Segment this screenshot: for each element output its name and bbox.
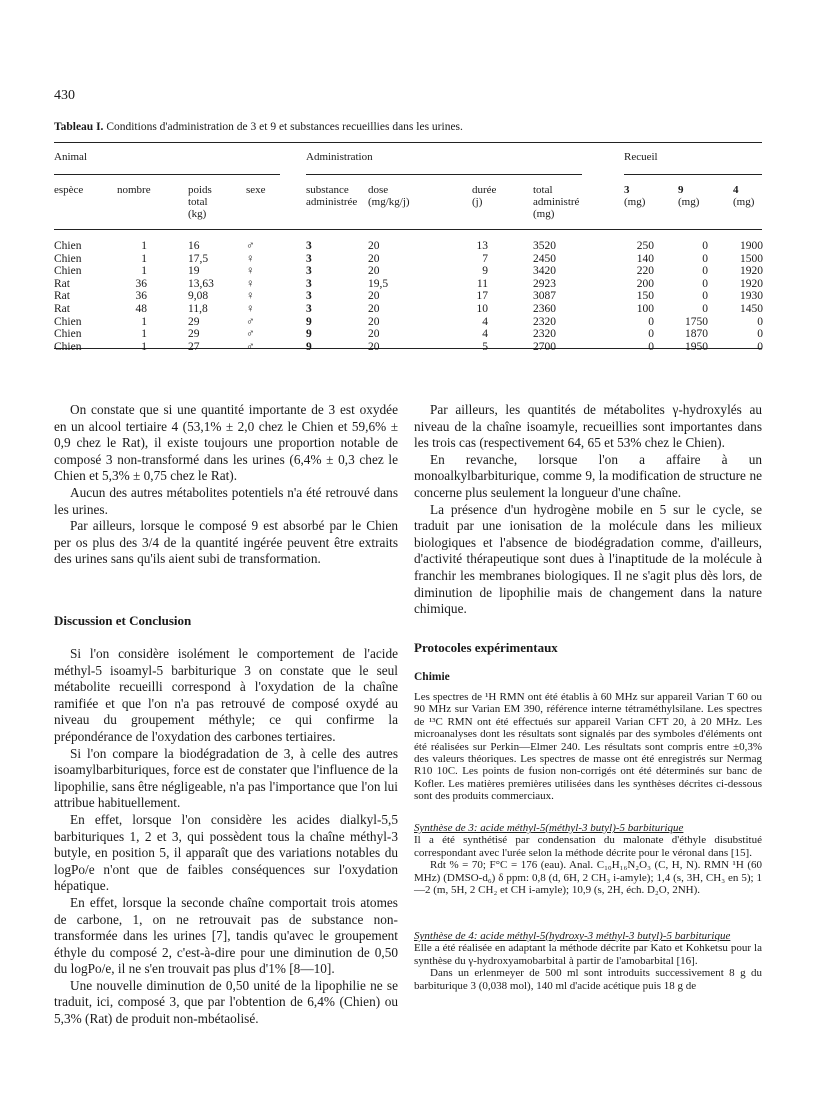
table-cell: Chien — [54, 328, 82, 341]
table-cell: 29 — [188, 315, 200, 328]
table-cell: 3 — [306, 277, 312, 290]
table-cell: 1900 — [740, 240, 763, 252]
table-caption-label: Tableau I. — [54, 121, 104, 133]
synthesis-4 — [414, 930, 762, 992]
table-cell: Rat — [54, 277, 70, 290]
table-cell: 2320 — [533, 328, 556, 341]
table-cell: Rat — [54, 290, 70, 303]
table-cell: 29 — [188, 328, 200, 341]
table-cell: 2700 — [533, 340, 556, 353]
table-cell: 150 — [636, 290, 654, 303]
group-header-administration: Administration — [306, 151, 373, 163]
right-intro — [414, 402, 762, 618]
paragraph: En revanche, lorsque l'on a affaire à un monoalkylbarbiturique, comme 9, la modification de structure ne concerne plus seulement la longueur d'une chaîne. — [414, 451, 762, 500]
paragraph: Par ailleurs, les quantités de métabolites γ-hydroxylés au niveau de la chaîne isoamyle, recueillies sont importantes dans les trois cas (respectivement 64, 65 et 53% chez le Chien). — [414, 402, 762, 451]
column-header-poids: poids total (kg) — [188, 184, 212, 220]
table-cell: 20 — [368, 315, 380, 328]
table-cell: 11 — [476, 277, 488, 290]
table-cell: 3520 — [533, 240, 556, 252]
table-cell: 11,8 — [188, 303, 208, 315]
page-number: 430 — [54, 88, 75, 103]
table-cell: 1950 — [685, 340, 708, 353]
table-cell: 2320 — [533, 315, 556, 328]
table-cell: 4 — [482, 315, 488, 328]
table-cell: 13 — [476, 240, 488, 252]
table-cell: 3 — [306, 290, 312, 303]
table-cell: 9,08 — [188, 290, 209, 303]
table-cell: 1920 — [740, 277, 763, 290]
table-caption-text: Conditions d'administration de 3 et 9 et substances recueillies dans les urines. — [106, 121, 463, 133]
table-top-rule — [54, 142, 762, 143]
table-cell: 48 — [135, 303, 147, 315]
column-header-9: 9 (mg) — [678, 184, 700, 208]
table-cell: 220 — [636, 265, 654, 278]
column-header-total: total administré (mg) — [533, 184, 580, 220]
table-cell: ♂ — [246, 328, 255, 341]
table-cell: 20 — [368, 290, 380, 303]
paragraph: Dans un erlenmeyer de 500 ml sont introduits successivement 8 g du barbiturique 3 (0,038 mol), 140 ml d'acide acétique puis 18 g de — [414, 967, 762, 992]
group-header-animal: Animal — [54, 151, 87, 163]
table-cell: 20 — [368, 303, 380, 315]
paragraph: Les spectres de ¹H RMN ont été établis à 60 MHz sur appareil Varian T 60 ou 90 MHz sur Varian EM 390, référence interne tétraméthylsilane. Les spectres de ¹³C RMN ont été effectués sur appareil Varian CFT 20, à 20 MHz. Les microanalyses dont les résultats sont signalés par des symboles d'éléments ont été réalisées sur Perkin—Elmer 240. Les résultats sont compris entre ±0,3% des valeurs théoriques. Les spectres de masse ont été enregistrés sur Nermag R10 10C. Les points de fusion non-corrigés ont été déterminés sur banc de Kofler. Les matières premières utilisées dans les synthèses décrites ci-dessous sont des produits commerciaux. — [414, 691, 762, 803]
table-cell: Chien — [54, 240, 82, 252]
table-cell: 36 — [135, 277, 147, 290]
table-cell: Chien — [54, 315, 82, 328]
table-cell: Chien — [54, 252, 82, 265]
table-cell: ♀ — [246, 265, 255, 278]
paragraph: Par ailleurs, lorsque le composé 9 est absorbé par le Chien per os plus des 3/4 de la quantité ingérée peuvent être extraits des urines sans qu'ils aient subi de transformation. — [54, 518, 398, 567]
column-header-4: 4 (mg) — [733, 184, 755, 208]
table-cell: ♂ — [246, 315, 255, 328]
table-cell: 1 — [141, 252, 147, 265]
table-cell: 17 — [476, 290, 488, 303]
recueil-group-rule — [624, 174, 762, 175]
paragraph: Si l'on considère isolément le comportement de l'acide méthyl-5 isoamyl-5 barbiturique 3 on constate que le seul métabolite recueilli correspond à l'oxydation de la chaîne ramifiée et que l'on n'a pas retrouvé de composé oxydé au niveau du groupement méthyle; ce qui confirme la prépondérance de l'oxydation des carbones tertiaires. — [54, 646, 398, 744]
table-cell: 0 — [648, 340, 654, 353]
table-cell: 2450 — [533, 252, 556, 265]
table-cell: 2360 — [533, 303, 556, 315]
table-cell: 3 — [306, 265, 312, 278]
table-cell: 0 — [702, 240, 708, 252]
table-cell: 1870 — [685, 328, 708, 341]
table-cell: 1500 — [740, 252, 763, 265]
table-cell: 0 — [648, 315, 654, 328]
table-cell: 0 — [702, 303, 708, 315]
column-header-nombre: nombre — [117, 184, 151, 196]
table-cell: 3 — [306, 240, 312, 252]
table-cell: 19,5 — [368, 277, 389, 290]
table-cell: 100 — [636, 303, 654, 315]
table-cell: 0 — [757, 340, 763, 353]
table-cell: 3 — [306, 252, 312, 265]
table-cell: ♂ — [246, 340, 255, 353]
table-cell: Chien — [54, 265, 82, 278]
table-cell: 20 — [368, 328, 380, 341]
table-cell: 20 — [368, 240, 380, 252]
synthesis-3 — [414, 822, 762, 896]
table-cell: 7 — [482, 252, 488, 265]
table-cell: 140 — [636, 252, 654, 265]
table-cell: 19 — [188, 265, 200, 278]
table-cell: 10 — [476, 303, 488, 315]
table-cell: ♀ — [246, 252, 255, 265]
paragraph: On constate que si une quantité importante de 3 est oxydée en un alcool tertiaire 4 (53,1% ± 2,0 chez le Chien et 59,6% ± 0,9 chez le Rat), il existe toujours une proportion notable de composé 3 non-transformé dans les urines (6,4% ± 0,3 chez le Chien et 5,3% ± 0,75 chez le Rat). — [54, 402, 398, 484]
table-cell: 1 — [141, 240, 147, 252]
synthesis-4-title: Synthèse de 4: acide méthyl-5(hydroxy-3 méthyl-3 butyl)-5 barbiturique — [414, 930, 731, 942]
table-cell: 17,5 — [188, 252, 209, 265]
table-cell: 1450 — [740, 303, 763, 315]
table-cell: 1 — [141, 315, 147, 328]
paragraph: En effet, lorsque l'on considère les acides dialkyl-5,5 barbituriques 1, 2 et 3, qui possèdent tous la chaîne méthyl-3 butyle, en position 5, il apparaît que des variations notables du logPo/e n'ont que de faibles conséquences sur l'oxydation hépatique. — [54, 811, 398, 894]
table-cell: 250 — [636, 240, 654, 252]
column-header-dose: dose (mg/kg/j) — [368, 184, 410, 208]
table-cell: 9 — [482, 265, 488, 278]
discussion-title: Discussion et Conclusion — [54, 613, 192, 628]
table-cell: 0 — [757, 315, 763, 328]
table-cell: Chien — [54, 340, 82, 353]
table-cell: 1 — [141, 265, 147, 278]
paragraph: Rdt % = 70; F°C = 176 (eau). Anal. C₁₀H₁₆N₂O₃ (C, H, N). RMN ¹H (60 MHz) (DMSO-d₆) δ ppm: 0,8 (d, 6H, 2 CH₃ i-amyle); 1,4 (s, 3H, CH₃ en 5); 1—2 (m, 5H, 2 CH₂ et CH i-amyle); 10,9 (s, 2H, éch. D₂O, 2NH). — [414, 859, 762, 897]
synthesis-3-title: Synthèse de 3: acide méthyl-5(méthyl-3 butyl)-5 barbiturique — [414, 822, 684, 834]
protocols-title: Protocoles expérimentaux — [414, 640, 558, 655]
table-cell: Rat — [54, 303, 70, 315]
table-cell: 0 — [702, 265, 708, 278]
paragraph: La présence d'un hydrogène mobile en 5 sur le cycle, se traduit par une ionisation de la molécule dans les milieux biologiques et l'absence de biodégradation comme, d'ailleurs, d'activité thérapeutique sont dues à l'inaptitude de la molécule à franchir les membranes biologiques. Il ne s'agit plus dès lors, de diminution de lipophilie mais de changement dans la nature chimique. — [414, 501, 762, 617]
table-cell: 20 — [368, 252, 380, 265]
table-cell: 16 — [188, 240, 200, 252]
table-cell: 200 — [636, 277, 654, 290]
table-header-rule — [54, 229, 762, 230]
table-cell: 20 — [368, 340, 380, 353]
table-cell: ♀ — [246, 277, 255, 290]
paragraph: Elle a été réalisée en adaptant la méthode décrite par Kato et Kohketsu pour la synthèse du γ-hydroxyamobarbital à partir de l'amobarbital [16]. — [414, 942, 762, 967]
table-cell: 5 — [482, 340, 488, 353]
table-cell: 3420 — [533, 265, 556, 278]
paragraph: En effet, lorsque la seconde chaîne comportait trois atomes de carbone, 1, on ne retrouvait pas de substance non-transformée dans les urines [7], tandis qu'avec le groupement éthyle du composé 2, c'est-à-dire pour une diminution de 0,50 du logPo/e, il ne s'en trouvait pas plus d'1% [8—10]. — [54, 894, 398, 977]
chimie-text — [414, 691, 762, 803]
table-cell: 9 — [306, 315, 312, 328]
table-cell: 3 — [306, 303, 312, 315]
table-caption — [54, 121, 463, 133]
column-header-duree: durée (j) — [472, 184, 497, 208]
table-cell: 1930 — [740, 290, 763, 303]
table-cell: 36 — [135, 290, 147, 303]
paragraph: Une nouvelle diminution de 0,50 unité de la lipophilie ne se traduit, ici, composé 3, que par l'obtention de 6,4% (Chien) ou 5,3% (Rat) de produit non-mbétaolisé. — [54, 977, 398, 1027]
table-cell: 0 — [648, 328, 654, 341]
column-header-espece: espèce — [54, 184, 84, 196]
table-cell: 0 — [702, 252, 708, 265]
paragraph: Si l'on compare la biodégradation de 3, à celle des autres isoamylbarbituriques, force est de constater que l'influence de la lipophilie, sans être négligeable, n'a pas l'importance que l'on lui attribue habituellement. — [54, 745, 398, 811]
administration-group-rule — [306, 174, 582, 175]
left-discussion — [54, 646, 398, 1028]
animal-group-rule — [54, 174, 280, 175]
table-cell: 1 — [141, 340, 147, 353]
table-cell: ♂ — [246, 240, 255, 252]
table-cell: 3087 — [533, 290, 556, 303]
group-header-recueil: Recueil — [624, 151, 658, 163]
table-cell: ♀ — [246, 303, 255, 315]
paragraph: Aucun des autres métabolites potentiels n'a été retrouvé dans les urines. — [54, 484, 398, 517]
column-header-3: 3 (mg) — [624, 184, 646, 208]
table-cell: 0 — [702, 277, 708, 290]
table-cell: 0 — [702, 290, 708, 303]
table-cell: 13,63 — [188, 277, 214, 290]
table-cell: 1920 — [740, 265, 763, 278]
table-cell: 1750 — [685, 315, 708, 328]
table-cell: 20 — [368, 265, 380, 278]
left-intro — [54, 402, 398, 568]
table-cell: 9 — [306, 340, 312, 353]
table-cell: 2923 — [533, 277, 556, 290]
column-header-substance: substance administrée — [306, 184, 358, 208]
paragraph: Il a été synthétisé par condensation du malonate d'éthyle disubstitué correspondant avec l'urée selon la méthode décrite pour le véronal dans [15]. — [414, 834, 762, 859]
chimie-title: Chimie — [414, 671, 450, 683]
column-header-sexe: sexe — [246, 184, 266, 196]
table-cell: 1 — [141, 328, 147, 341]
table-cell: 27 — [188, 340, 200, 353]
table-cell: 4 — [482, 328, 488, 341]
table-cell: ♀ — [246, 290, 255, 303]
table-cell: 9 — [306, 328, 312, 341]
table-cell: 0 — [757, 328, 763, 341]
